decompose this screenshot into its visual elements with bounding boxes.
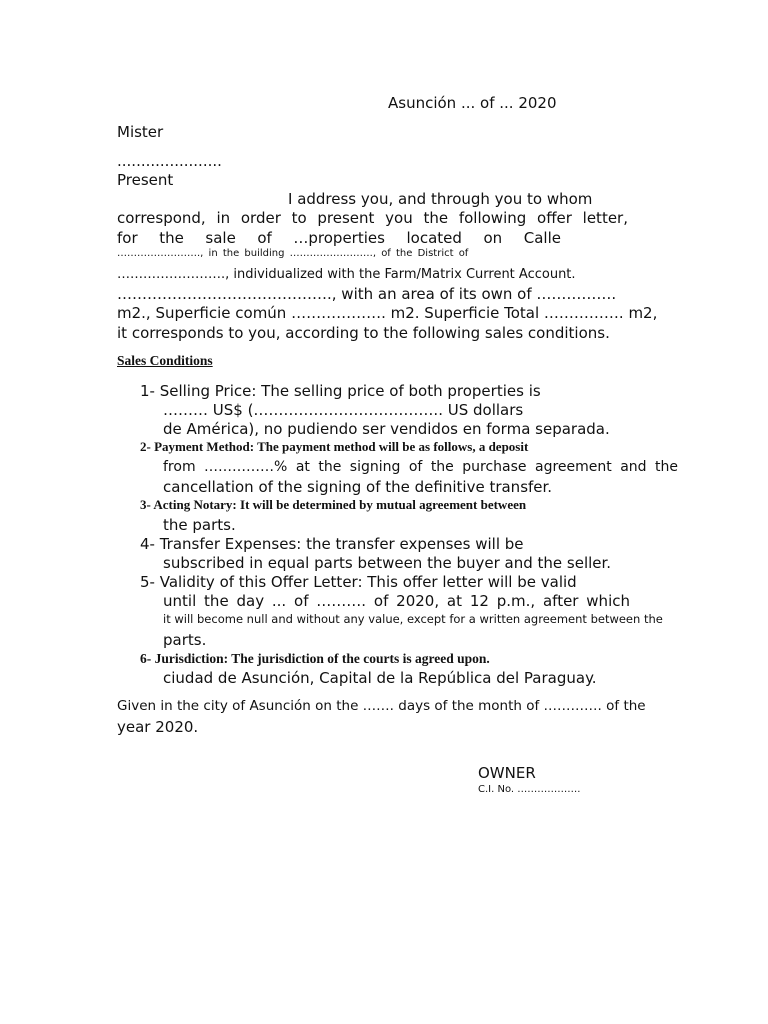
condition-2-line-2: from ……………% at the signing of the purchase agreement and the	[163, 459, 678, 475]
closing-line-1: Given in the city of Asunción on the ……. days of the month of …………. of the	[117, 698, 646, 714]
recipient-title: Mister	[117, 123, 164, 141]
intro-line-7: m2., Superficie común ………………. m2. Superficie Total ……………. m2,	[117, 304, 658, 322]
recipient-name-blank: ......................	[117, 152, 222, 170]
condition-6-line-1: 6- Jurisdiction: The jurisdiction of the courts is agreed upon.	[140, 651, 490, 666]
condition-1-line-3: de América), no pudiendo ser vendidos en forma separada.	[163, 420, 610, 438]
condition-3-line-1: 3- Acting Notary: It will be determined by mutual agreement between	[140, 497, 527, 512]
condition-4-line-1: 4- Transfer Expenses: the transfer expenses will be	[140, 535, 524, 553]
intro-line-5: ……………………., individualized with the Farm/Matrix Current Account.	[117, 267, 576, 282]
condition-2-line-3: cancellation of the signing of the definitive transfer.	[163, 478, 553, 496]
recipient-present: Present	[117, 171, 174, 189]
date-line: Asunción ... of ... 2020	[388, 94, 557, 112]
condition-5-line-2: until the day ... of ………. of 2020, at 12 p.m., after which	[163, 592, 630, 610]
condition-2-line-1: 2- Payment Method: The payment method will be as follows, a deposit	[140, 439, 529, 454]
condition-5-line-4: parts.	[163, 631, 207, 649]
condition-5-line-3: it will become null and without any value, except for a written agreement between the	[163, 612, 663, 626]
condition-6-line-2: ciudad de Asunción, Capital de la República del Paraguay.	[163, 669, 597, 687]
sales-conditions-heading-text: Sales Conditions	[117, 353, 213, 368]
intro-line-3: for the sale of …properties located on Calle	[117, 229, 561, 247]
intro-line-2: correspond, in order to present you the following offer letter,	[117, 209, 628, 227]
condition-1-line-1: 1- Selling Price: The selling price of both properties is	[140, 382, 541, 400]
intro-line-6: ……………………………………., with an area of its own of …………….	[117, 285, 617, 303]
closing-line-2: year 2020.	[117, 718, 199, 736]
condition-4-line-2: subscribed in equal parts between the buyer and the seller.	[163, 554, 612, 572]
condition-5-line-1: 5- Validity of this Offer Letter: This offer letter will be valid	[140, 573, 577, 591]
condition-1-line-2: ……… US$ (……………………………….. US dollars	[163, 401, 524, 419]
heading-underline-extension	[213, 353, 295, 369]
condition-3-line-2: the parts.	[163, 516, 236, 534]
intro-line-1: I address you, and through you to whom	[288, 190, 593, 208]
sales-conditions-heading	[117, 353, 295, 369]
signature-ci: C.I. No. ……………….	[478, 784, 581, 795]
intro-line-4: ……………………., in the building ……………………., of the District of	[117, 248, 469, 259]
signature-owner: OWNER	[478, 764, 536, 782]
intro-line-8: it corresponds to you, according to the following sales conditions.	[117, 324, 610, 342]
